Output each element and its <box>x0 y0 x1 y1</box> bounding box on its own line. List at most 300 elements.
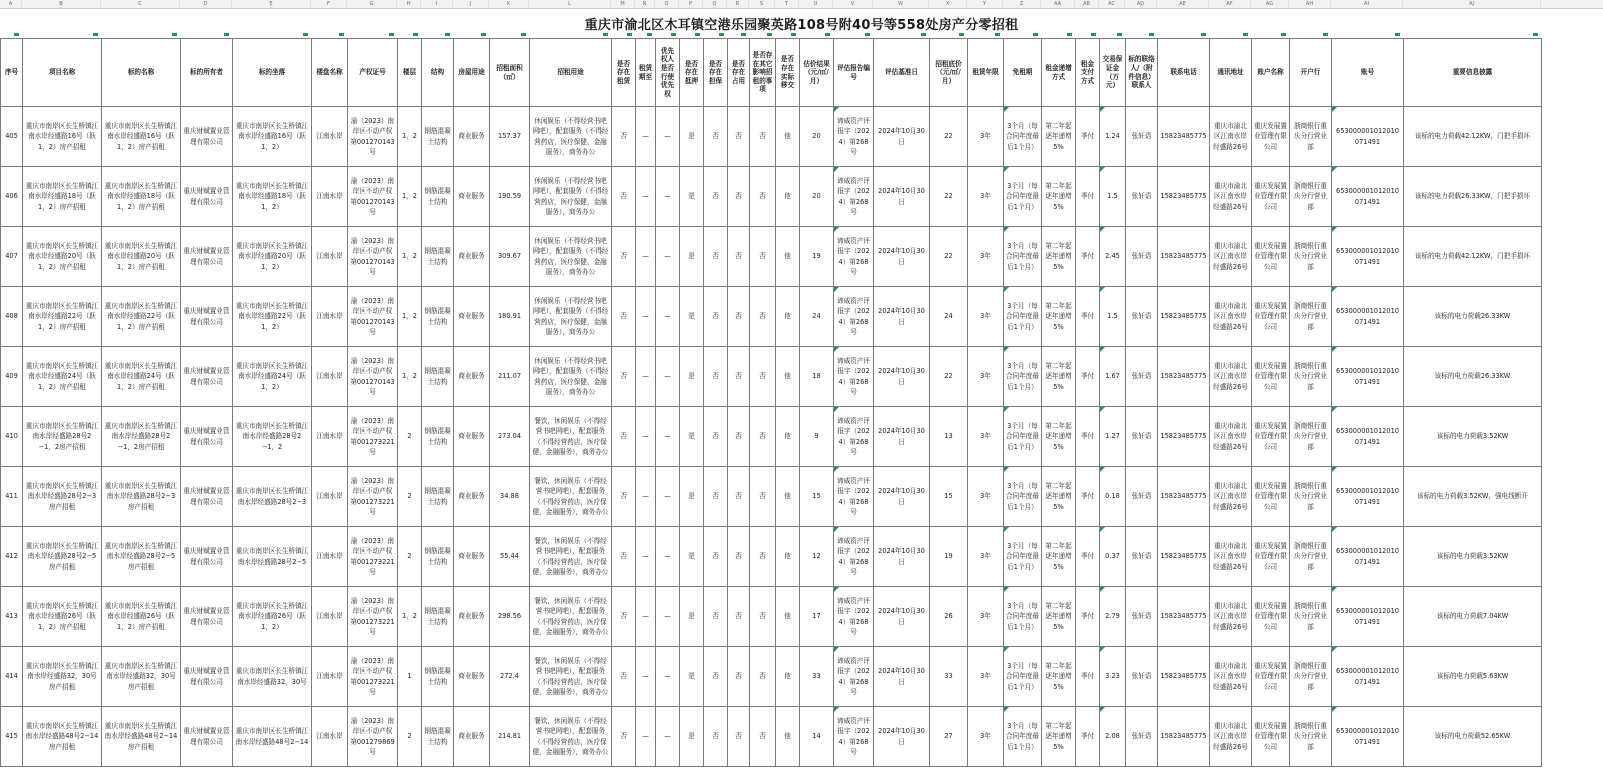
table-cell[interactable]: 重庆市南岸区长生桥镇江南水岸经盛路16号（跃1，2）房产招租 <box>23 107 102 167</box>
table-cell[interactable]: 1.27 <box>1100 407 1126 467</box>
table-cell[interactable]: 否 <box>728 467 750 527</box>
table-cell[interactable]: 272.4 <box>490 647 530 707</box>
table-cell[interactable]: — <box>656 707 680 767</box>
table-cell[interactable]: 商业服务 <box>454 527 490 587</box>
table-cell[interactable]: 商业服务 <box>454 407 490 467</box>
table-cell[interactable]: 3年 <box>968 167 1004 227</box>
filter-dropdown-icon[interactable] <box>825 33 830 36</box>
table-cell[interactable]: 是 <box>680 587 704 647</box>
table-cell[interactable]: 是 <box>680 347 704 407</box>
table-cell[interactable]: 否 <box>704 407 728 467</box>
table-cell[interactable]: 653000001012010071491 <box>1332 407 1404 467</box>
table-cell[interactable]: 江南水岸 <box>312 707 348 767</box>
table-cell[interactable]: — <box>656 587 680 647</box>
column-letter[interactable]: T <box>775 0 799 8</box>
table-cell[interactable]: 重庆市南岸区长生桥镇江南水岸经盛路22号（跃1，2） <box>233 287 312 347</box>
table-cell[interactable]: 否 <box>612 407 636 467</box>
table-cell[interactable]: 季付 <box>1076 587 1100 647</box>
table-cell[interactable]: 第二年起逐年递增5% <box>1042 227 1076 287</box>
table-cell[interactable]: 是 <box>680 707 704 767</box>
table-cell[interactable]: 江南水岸 <box>312 347 348 407</box>
column-letter[interactable]: B <box>22 0 101 8</box>
table-cell[interactable]: 3年 <box>968 587 1004 647</box>
column-header[interactable]: 楼层 <box>398 39 422 107</box>
table-cell[interactable]: 2024年10月30日 <box>874 527 930 587</box>
table-cell[interactable]: 否 <box>704 167 728 227</box>
table-cell[interactable]: 第二年起逐年递增5% <box>1042 707 1076 767</box>
column-header[interactable]: 招租用途 <box>530 39 612 107</box>
table-cell[interactable]: 重庆市南岸区长生桥镇江南水岸经盛路28号2−5房产招租 <box>102 527 181 587</box>
table-cell[interactable]: 157.37 <box>490 107 530 167</box>
filter-dropdown-icon[interactable] <box>1201 33 1206 36</box>
table-cell[interactable]: 张轩语 <box>1126 167 1158 227</box>
table-cell[interactable]: 浙商银行重庆分行营业部 <box>1290 227 1332 287</box>
column-letter[interactable]: W <box>873 0 929 8</box>
table-cell[interactable]: 江南水岸 <box>312 527 348 587</box>
column-letter[interactable]: AE <box>1157 0 1209 8</box>
table-cell[interactable]: 否 <box>728 587 750 647</box>
table-cell[interactable]: 否 <box>728 527 750 587</box>
table-cell[interactable]: 该标的电力荷载26.33KW <box>1404 287 1542 347</box>
table-cell[interactable]: 2.45 <box>1100 227 1126 287</box>
table-cell[interactable]: 他 <box>776 407 800 467</box>
table-cell[interactable]: 季付 <box>1076 347 1100 407</box>
table-cell[interactable]: 第二年起逐年递增5% <box>1042 107 1076 167</box>
table-cell[interactable]: 15 <box>930 467 968 527</box>
table-cell[interactable]: 第二年起逐年递增5% <box>1042 347 1076 407</box>
table-cell[interactable]: 否 <box>612 227 636 287</box>
table-cell[interactable]: 2024年10月30日 <box>874 587 930 647</box>
table-cell[interactable]: 406 <box>1 167 23 227</box>
column-letter[interactable]: L <box>529 0 611 8</box>
table-cell[interactable]: 否 <box>728 287 750 347</box>
table-cell[interactable]: 季付 <box>1076 707 1100 767</box>
table-cell[interactable]: 是 <box>680 167 704 227</box>
table-cell[interactable]: 2024年10月30日 <box>874 407 930 467</box>
table-cell[interactable]: 是 <box>680 287 704 347</box>
table-cell[interactable]: — <box>636 347 656 407</box>
table-cell[interactable]: 餐饮，休闲娱乐（不得经营书吧网吧），配套服务（不得经营药店，医疗保健，金融服务），商务办公 <box>530 467 612 527</box>
table-cell[interactable]: 钢筋混凝土结构 <box>422 347 454 407</box>
table-cell[interactable]: 休闲娱乐（不得经营书吧网吧），配套服务（不得经营药店，医疗保健，金融服务），商务办公 <box>530 347 612 407</box>
table-cell[interactable]: 重庆市南岸区长生桥镇江南水岸经盛路28号2−5房产招租 <box>23 527 102 587</box>
table-cell[interactable]: 第二年起逐年递增5% <box>1042 287 1076 347</box>
table-cell[interactable]: 季付 <box>1076 227 1100 287</box>
table-cell[interactable]: 重庆财赋置业管理有限公司 <box>181 347 233 407</box>
table-cell[interactable]: 重庆市南岸区长生桥镇江南水岸经盛路26号（跃1，2） <box>233 587 312 647</box>
table-cell[interactable]: 重庆市南岸区长生桥镇江南水岸经盛路26号（跃1，2）房产招租 <box>102 587 181 647</box>
table-cell[interactable]: 3年 <box>968 287 1004 347</box>
table-cell[interactable]: 重庆市渝北区江南水岸经盛路26号 <box>1210 467 1252 527</box>
table-cell[interactable]: 重庆市南岸区长生桥镇江南水岸经盛路28号2−3 <box>233 467 312 527</box>
table-cell[interactable]: 重庆发展置业管理有限公司 <box>1252 287 1290 347</box>
filter-dropdown-icon[interactable] <box>172 33 177 36</box>
table-cell[interactable]: — <box>656 347 680 407</box>
filter-dropdown-icon[interactable] <box>627 33 632 36</box>
table-cell[interactable]: 重庆市南岸区长生桥镇江南水岸经盛路28号2−3房产招租 <box>102 467 181 527</box>
table-cell[interactable]: 张轩语 <box>1126 107 1158 167</box>
table-cell[interactable]: 15823485775 <box>1158 347 1210 407</box>
table-cell[interactable]: 653000001012010071491 <box>1332 707 1404 767</box>
table-cell[interactable]: 第二年起逐年递增5% <box>1042 647 1076 707</box>
column-header[interactable]: 开户行 <box>1290 39 1332 107</box>
column-letter[interactable]: AA <box>1041 0 1075 8</box>
table-cell[interactable]: 张轩语 <box>1126 467 1158 527</box>
table-cell[interactable]: 33 <box>800 647 834 707</box>
table-cell[interactable]: 3年 <box>968 707 1004 767</box>
table-cell[interactable]: 重庆市南岸区长生桥镇江南水岸经盛路26号（跃1，2）房产招租 <box>23 587 102 647</box>
filter-dropdown-icon[interactable] <box>413 33 418 36</box>
filter-dropdown-icon[interactable] <box>303 33 308 36</box>
filter-dropdown-icon[interactable] <box>445 33 450 36</box>
table-cell[interactable]: 季付 <box>1076 287 1100 347</box>
table-cell[interactable]: 否 <box>728 347 750 407</box>
table-cell[interactable]: 张轩语 <box>1126 647 1158 707</box>
table-cell[interactable]: 否 <box>612 587 636 647</box>
column-letter[interactable]: E <box>232 0 311 8</box>
table-cell[interactable]: — <box>656 527 680 587</box>
column-header[interactable]: 联系电话 <box>1158 39 1210 107</box>
table-cell[interactable]: 重庆市南岸区长生桥镇江南水岸经盛路16号（跃1，2）房产招租 <box>102 107 181 167</box>
table-cell[interactable]: 否 <box>750 107 776 167</box>
table-cell[interactable]: 谛威资产评报字（2024）第268号 <box>834 527 874 587</box>
table-cell[interactable]: 他 <box>776 587 800 647</box>
table-cell[interactable]: 否 <box>704 587 728 647</box>
table-cell[interactable]: 餐饮，休闲娱乐（不得经营书吧网吧），配套服务（不得经营药店，医疗保健，金融服务），商务办公 <box>530 527 612 587</box>
column-letter[interactable]: U <box>799 0 833 8</box>
table-cell[interactable]: 3个月（每合同年度最后1个月） <box>1004 227 1042 287</box>
table-cell[interactable]: — <box>656 467 680 527</box>
table-cell[interactable]: 江南水岸 <box>312 587 348 647</box>
table-cell[interactable]: 谛威资产评报字（2024）第268号 <box>834 287 874 347</box>
table-cell[interactable]: 渝（2023）南岸区不动产权第001273221号 <box>348 407 398 467</box>
table-cell[interactable]: 653000001012010071491 <box>1332 527 1404 587</box>
table-cell[interactable]: 否 <box>728 407 750 467</box>
table-cell[interactable]: 浙商银行重庆分行营业部 <box>1290 707 1332 767</box>
table-cell[interactable]: 他 <box>776 527 800 587</box>
table-cell[interactable]: 张轩语 <box>1126 227 1158 287</box>
table-cell[interactable]: — <box>636 407 656 467</box>
table-cell[interactable]: 是 <box>680 467 704 527</box>
table-cell[interactable]: 是 <box>680 107 704 167</box>
table-cell[interactable]: 重庆发展置业管理有限公司 <box>1252 407 1290 467</box>
column-letter[interactable]: K <box>489 0 529 8</box>
table-cell[interactable]: 他 <box>776 287 800 347</box>
table-cell[interactable]: 重庆市渝北区江南水岸经盛路26号 <box>1210 587 1252 647</box>
table-cell[interactable]: 3个月（每合同年度最后1个月） <box>1004 647 1042 707</box>
table-cell[interactable]: 季付 <box>1076 407 1100 467</box>
table-cell[interactable]: 重庆市南岸区长生桥镇江南水岸经盛路20号（跃1，2）房产招租 <box>23 227 102 287</box>
table-cell[interactable]: 江南水岸 <box>312 467 348 527</box>
table-cell[interactable]: 413 <box>1 587 23 647</box>
table-cell[interactable]: 55.44 <box>490 527 530 587</box>
table-cell[interactable]: 2024年10月30日 <box>874 107 930 167</box>
table-cell[interactable]: 408 <box>1 287 23 347</box>
table-cell[interactable]: 1，2 <box>398 167 422 227</box>
table-cell[interactable]: 15823485775 <box>1158 587 1210 647</box>
table-cell[interactable]: 重庆市南岸区长生桥镇江南水岸经盛路18号（跃1，2）房产招租 <box>23 167 102 227</box>
column-letter[interactable]: Y <box>967 0 1003 8</box>
table-cell[interactable]: 是 <box>680 647 704 707</box>
column-letter[interactable]: H <box>397 0 421 8</box>
table-cell[interactable]: 钢筋混凝土结构 <box>422 527 454 587</box>
column-letter[interactable]: AJ <box>1403 0 1541 8</box>
table-cell[interactable]: 餐饮，休闲娱乐（不得经营书吧网吧），配套服务（不得经营药店，医疗保健，金融服务），商务办公 <box>530 707 612 767</box>
table-cell[interactable]: 重庆市南岸区长生桥镇江南水岸经盛路28号2−1，2房产招租 <box>102 407 181 467</box>
table-cell[interactable]: 20 <box>800 107 834 167</box>
table-cell[interactable]: 1 <box>398 647 422 707</box>
table-cell[interactable]: 他 <box>776 227 800 287</box>
table-cell[interactable]: 2.08 <box>1100 707 1126 767</box>
table-cell[interactable]: 3.23 <box>1100 647 1126 707</box>
table-cell[interactable]: 江南水岸 <box>312 167 348 227</box>
table-cell[interactable]: — <box>636 707 656 767</box>
table-cell[interactable]: 3个月（每合同年度最后1个月） <box>1004 467 1042 527</box>
column-letter[interactable]: X <box>929 0 967 8</box>
table-cell[interactable]: 该标的电力荷载42.12KW，门把手损坏 <box>1404 107 1542 167</box>
table-cell[interactable]: 钢筋混凝土结构 <box>422 167 454 227</box>
table-cell[interactable]: 18 <box>800 347 834 407</box>
column-header[interactable]: 重要信息披露 <box>1404 39 1542 107</box>
table-cell[interactable]: 该标的电力荷载5.63KW <box>1404 647 1542 707</box>
column-header[interactable]: 项目名称 <box>23 39 102 107</box>
table-cell[interactable]: 否 <box>612 467 636 527</box>
table-cell[interactable]: 重庆发展置业管理有限公司 <box>1252 227 1290 287</box>
table-cell[interactable]: 22 <box>930 227 968 287</box>
table-cell[interactable]: 重庆市渝北区江南水岸经盛路26号 <box>1210 647 1252 707</box>
table-cell[interactable]: 否 <box>704 527 728 587</box>
table-cell[interactable]: 该标的电力荷载26.33KW，门把手损坏 <box>1404 167 1542 227</box>
table-cell[interactable]: 13 <box>930 407 968 467</box>
table-cell[interactable]: 张轩语 <box>1126 587 1158 647</box>
table-cell[interactable]: 22 <box>930 347 968 407</box>
table-cell[interactable]: 24 <box>930 287 968 347</box>
column-header[interactable]: 标的联络人/（附件信息）联系人 <box>1126 39 1158 107</box>
column-header[interactable]: 账户名称 <box>1252 39 1290 107</box>
table-cell[interactable]: — <box>656 107 680 167</box>
table-cell[interactable]: 重庆财赋置业管理有限公司 <box>181 707 233 767</box>
table-cell[interactable]: 第二年起逐年递增5% <box>1042 167 1076 227</box>
table-cell[interactable]: — <box>636 647 656 707</box>
filter-dropdown-icon[interactable] <box>995 33 1000 36</box>
table-cell[interactable]: 653000001012010071491 <box>1332 287 1404 347</box>
table-cell[interactable]: 1.67 <box>1100 347 1126 407</box>
filter-dropdown-icon[interactable] <box>921 33 926 36</box>
table-cell[interactable]: 否 <box>750 407 776 467</box>
table-cell[interactable]: 谛威资产评报字（2024）第268号 <box>834 647 874 707</box>
table-cell[interactable]: 重庆市南岸区长生桥镇江南水岸经盛路18号（跃1，2） <box>233 167 312 227</box>
filter-dropdown-icon[interactable] <box>959 33 964 36</box>
filter-dropdown-icon[interactable] <box>1533 33 1538 36</box>
table-cell[interactable]: 渝（2023）南岸区不动产权第001270143号 <box>348 287 398 347</box>
filter-dropdown-icon[interactable] <box>93 33 98 36</box>
column-header[interactable]: 交易保证金（万元） <box>1100 39 1126 107</box>
table-cell[interactable]: 14 <box>800 707 834 767</box>
table-cell[interactable]: 重庆发展置业管理有限公司 <box>1252 167 1290 227</box>
table-cell[interactable]: 1.5 <box>1100 167 1126 227</box>
table-cell[interactable]: 餐饮，休闲娱乐（不得经营书吧网吧），配套服务（不得经营药店，医疗保健，金融服务），商务办公 <box>530 647 612 707</box>
table-cell[interactable]: 309.67 <box>490 227 530 287</box>
table-cell[interactable]: 钢筋混凝土结构 <box>422 227 454 287</box>
table-cell[interactable]: 重庆财赋置业管理有限公司 <box>181 287 233 347</box>
table-cell[interactable]: 653000001012010071491 <box>1332 647 1404 707</box>
column-letter[interactable]: D <box>180 0 232 8</box>
table-cell[interactable]: 谛威资产评报字（2024）第268号 <box>834 407 874 467</box>
table-cell[interactable]: 411 <box>1 467 23 527</box>
column-letter[interactable]: AH <box>1289 0 1331 8</box>
table-cell[interactable]: 他 <box>776 167 800 227</box>
table-cell[interactable]: 3年 <box>968 107 1004 167</box>
table-cell[interactable]: 否 <box>750 347 776 407</box>
table-cell[interactable]: 该标的电力荷载26.33KW <box>1404 347 1542 407</box>
table-cell[interactable]: 谛威资产评报字（2024）第268号 <box>834 587 874 647</box>
table-cell[interactable]: 3个月（每合同年度最后1个月） <box>1004 347 1042 407</box>
filter-dropdown-icon[interactable] <box>791 33 796 36</box>
table-cell[interactable]: 3个月（每合同年度最后1个月） <box>1004 107 1042 167</box>
filter-dropdown-icon[interactable] <box>1149 33 1154 36</box>
table-cell[interactable]: — <box>636 167 656 227</box>
table-cell[interactable]: 季付 <box>1076 527 1100 587</box>
table-cell[interactable]: 否 <box>612 527 636 587</box>
table-cell[interactable]: 否 <box>728 227 750 287</box>
table-cell[interactable]: 410 <box>1 407 23 467</box>
table-cell[interactable]: 钢筋混凝土结构 <box>422 707 454 767</box>
table-cell[interactable]: — <box>636 107 656 167</box>
table-cell[interactable]: 渝（2023）南岸区不动产权第001270143号 <box>348 227 398 287</box>
column-letter[interactable]: M <box>611 0 635 8</box>
table-cell[interactable]: 15823485775 <box>1158 647 1210 707</box>
table-cell[interactable]: 653000001012010071491 <box>1332 347 1404 407</box>
table-cell[interactable]: 211.07 <box>490 347 530 407</box>
table-cell[interactable]: 该标的电力荷载3.52KW，强电线断开 <box>1404 467 1542 527</box>
table-cell[interactable]: 重庆市渝北区江南水岸经盛路26号 <box>1210 347 1252 407</box>
table-cell[interactable]: 否 <box>728 107 750 167</box>
column-header[interactable]: 租金支付方式 <box>1076 39 1100 107</box>
table-cell[interactable]: 否 <box>704 347 728 407</box>
table-cell[interactable]: 江南水岸 <box>312 107 348 167</box>
table-cell[interactable]: 浙商银行重庆分行营业部 <box>1290 467 1332 527</box>
table-cell[interactable]: 1，2 <box>398 287 422 347</box>
filter-dropdown-icon[interactable] <box>1281 33 1286 36</box>
column-header[interactable]: 是否存在租赁 <box>612 39 636 107</box>
table-cell[interactable]: 重庆发展置业管理有限公司 <box>1252 467 1290 527</box>
table-cell[interactable]: 他 <box>776 647 800 707</box>
table-cell[interactable]: 该标的电力荷载52.65KW <box>1404 707 1542 767</box>
table-cell[interactable]: 重庆财赋置业管理有限公司 <box>181 467 233 527</box>
table-cell[interactable]: 重庆发展置业管理有限公司 <box>1252 707 1290 767</box>
table-cell[interactable]: 1，2 <box>398 347 422 407</box>
table-cell[interactable]: 张轩语 <box>1126 287 1158 347</box>
filter-dropdown-icon[interactable] <box>671 33 676 36</box>
table-cell[interactable]: 第二年起逐年递增5% <box>1042 587 1076 647</box>
column-header[interactable]: 标的所有者 <box>181 39 233 107</box>
table-cell[interactable]: 该标的电力荷载3.52KW <box>1404 527 1542 587</box>
table-cell[interactable]: 商业服务 <box>454 287 490 347</box>
table-cell[interactable]: — <box>636 287 656 347</box>
filter-dropdown-icon[interactable] <box>1067 33 1072 36</box>
table-cell[interactable]: 重庆市渝北区江南水岸经盛路26号 <box>1210 287 1252 347</box>
column-letter[interactable]: AI <box>1331 0 1403 8</box>
table-cell[interactable]: 15823485775 <box>1158 467 1210 527</box>
table-cell[interactable]: 2024年10月30日 <box>874 167 930 227</box>
table-cell[interactable]: 重庆市渝北区江南水岸经盛路26号 <box>1210 227 1252 287</box>
filter-dropdown-icon[interactable] <box>14 33 19 36</box>
table-cell[interactable]: 他 <box>776 107 800 167</box>
table-cell[interactable]: 重庆市渝北区江南水岸经盛路26号 <box>1210 107 1252 167</box>
table-cell[interactable]: 否 <box>704 467 728 527</box>
table-cell[interactable]: — <box>636 467 656 527</box>
table-cell[interactable]: 第二年起逐年递增5% <box>1042 527 1076 587</box>
table-cell[interactable]: 渝（2023）南岸区不动产权第001270143号 <box>348 167 398 227</box>
table-cell[interactable]: 2 <box>398 407 422 467</box>
column-letter[interactable]: J <box>453 0 489 8</box>
table-cell[interactable]: 重庆财赋置业管理有限公司 <box>181 587 233 647</box>
table-cell[interactable]: 江南水岸 <box>312 227 348 287</box>
table-cell[interactable]: 浙商银行重庆分行营业部 <box>1290 407 1332 467</box>
column-header[interactable]: 结构 <box>422 39 454 107</box>
table-cell[interactable]: 商业服务 <box>454 707 490 767</box>
table-cell[interactable]: 他 <box>776 707 800 767</box>
table-cell[interactable]: 414 <box>1 647 23 707</box>
column-header[interactable]: 租金递增方式 <box>1042 39 1076 107</box>
table-cell[interactable]: 2 <box>398 467 422 527</box>
table-cell[interactable]: 26 <box>930 587 968 647</box>
table-cell[interactable]: 商业服务 <box>454 167 490 227</box>
table-cell[interactable]: 2 <box>398 527 422 587</box>
table-cell[interactable]: 重庆市南岸区长生桥镇江南水岸经盛路32，30号房产招租 <box>23 647 102 707</box>
table-cell[interactable]: 34.88 <box>490 467 530 527</box>
table-cell[interactable]: 2 <box>398 707 422 767</box>
filter-dropdown-icon[interactable] <box>767 33 772 36</box>
table-cell[interactable]: 412 <box>1 527 23 587</box>
table-cell[interactable]: 商业服务 <box>454 347 490 407</box>
table-cell[interactable]: 3个月（每合同年度最后1个月） <box>1004 527 1042 587</box>
column-header[interactable]: 评估报告编号 <box>834 39 874 107</box>
table-cell[interactable]: 15823485775 <box>1158 287 1210 347</box>
table-cell[interactable]: 重庆发展置业管理有限公司 <box>1252 527 1290 587</box>
column-header[interactable]: 租赁年限 <box>968 39 1004 107</box>
table-cell[interactable]: 重庆市南岸区长生桥镇江南水岸经盛路48号2−14 <box>233 707 312 767</box>
table-cell[interactable]: 否 <box>728 647 750 707</box>
table-cell[interactable]: 19 <box>930 527 968 587</box>
table-cell[interactable]: 他 <box>776 347 800 407</box>
table-cell[interactable]: 2024年10月30日 <box>874 467 930 527</box>
table-cell[interactable]: 商业服务 <box>454 587 490 647</box>
table-cell[interactable]: 重庆财赋置业管理有限公司 <box>181 647 233 707</box>
table-cell[interactable]: 653000001012010071491 <box>1332 167 1404 227</box>
table-cell[interactable]: 3个月（每合同年度最后1个月） <box>1004 167 1042 227</box>
table-cell[interactable]: 休闲娱乐（不得经营书吧网吧），配套服务（不得经营药店，医疗保健，金融服务），商务办公 <box>530 107 612 167</box>
column-header[interactable]: 招租底价（元/㎡/月） <box>930 39 968 107</box>
table-cell[interactable]: 谛威资产评报字（2024）第268号 <box>834 347 874 407</box>
column-letter[interactable]: Q <box>703 0 727 8</box>
table-cell[interactable]: 405 <box>1 107 23 167</box>
table-cell[interactable]: 19 <box>800 227 834 287</box>
table-cell[interactable]: 653000001012010071491 <box>1332 587 1404 647</box>
column-header[interactable]: 租赁期至 <box>636 39 656 107</box>
table-cell[interactable]: 重庆市南岸区长生桥镇江南水岸经盛路28号2−1，2 <box>233 407 312 467</box>
filter-dropdown-icon[interactable] <box>521 33 526 36</box>
table-cell[interactable]: 休闲娱乐（不得经营书吧网吧），配套服务（不得经营药店，医疗保健，金融服务），商务办公 <box>530 227 612 287</box>
table-cell[interactable]: 3个月（每合同年度最后1个月） <box>1004 287 1042 347</box>
table-cell[interactable]: 否 <box>704 107 728 167</box>
table-cell[interactable]: 季付 <box>1076 647 1100 707</box>
table-cell[interactable]: 273.04 <box>490 407 530 467</box>
filter-dropdown-icon[interactable] <box>339 33 344 36</box>
table-cell[interactable]: 该标的电力荷载7.04KW <box>1404 587 1542 647</box>
column-letter[interactable]: F <box>311 0 347 8</box>
table-cell[interactable]: 商业服务 <box>454 227 490 287</box>
